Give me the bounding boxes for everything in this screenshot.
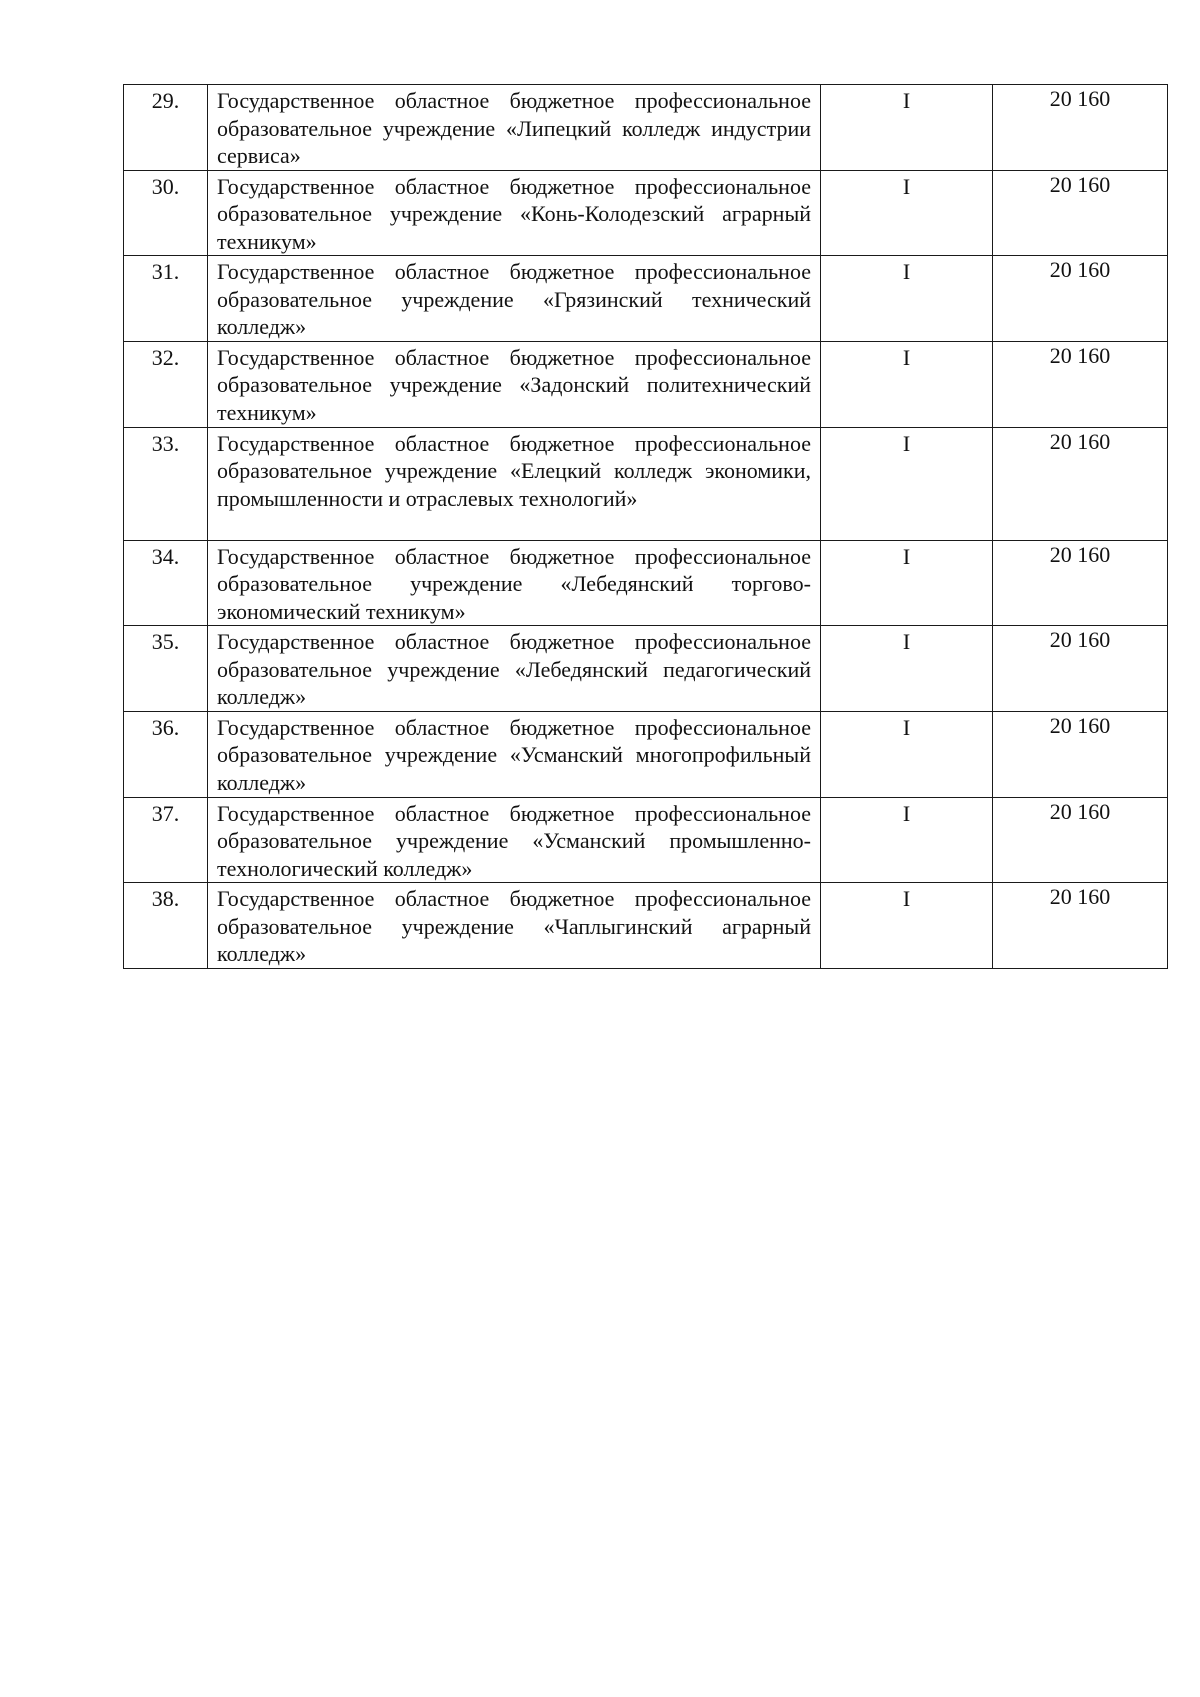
amount-cell: 20 160 [993,170,1168,256]
category-cell: I [821,797,993,883]
row-number: 31. [124,256,208,342]
institution-name: Государственное областное бюджетное профессиональное образовательное учреждение «Грязинский технический колледж» [208,256,821,342]
category-cell: I [821,540,993,626]
category-cell: I [821,85,993,171]
category-cell: I [821,711,993,797]
table-row [124,883,1168,969]
table-row [124,540,1168,626]
row-number: 33. [124,427,208,540]
table-row [124,626,1168,712]
row-number: 36. [124,711,208,797]
amount-cell: 20 160 [993,341,1168,427]
institution-name: Государственное областное бюджетное профессиональное образовательное учреждение «Усманский промышленно-технологический колледж» [208,797,821,883]
category-cell: I [821,883,993,969]
institution-name: Государственное областное бюджетное профессиональное образовательное учреждение «Лебедянский педагогический колледж» [208,626,821,712]
table-row [124,711,1168,797]
row-number: 34. [124,540,208,626]
category-cell: I [821,170,993,256]
category-cell: I [821,341,993,427]
table-row [124,170,1168,256]
amount-cell: 20 160 [993,85,1168,171]
institution-name: Государственное областное бюджетное профессиональное образовательное учреждение «Елецкий колледж экономики, промышленности и отраслевых технологий» [208,427,821,540]
amount-cell: 20 160 [993,540,1168,626]
table-row [124,427,1168,540]
table-row [124,341,1168,427]
amount-cell: 20 160 [993,797,1168,883]
category-cell: I [821,427,993,540]
row-number: 37. [124,797,208,883]
table-row [124,797,1168,883]
institution-name: Государственное областное бюджетное профессиональное образовательное учреждение «Конь-Колодезский аграрный техникум» [208,170,821,256]
row-number: 29. [124,85,208,171]
category-cell: I [821,256,993,342]
institution-name: Государственное областное бюджетное профессиональное образовательное учреждение «Чаплыгинский аграрный колледж» [208,883,821,969]
row-number: 30. [124,170,208,256]
institutions-table [123,84,1168,969]
institution-name: Государственное областное бюджетное профессиональное образовательное учреждение «Усманский многопрофильный колледж» [208,711,821,797]
table-row [124,256,1168,342]
row-number: 35. [124,626,208,712]
institution-name: Государственное областное бюджетное профессиональное образовательное учреждение «Липецкий колледж индустрии сервиса» [208,85,821,171]
row-number: 32. [124,341,208,427]
table-row [124,85,1168,171]
amount-cell: 20 160 [993,883,1168,969]
institution-name: Государственное областное бюджетное профессиональное образовательное учреждение «Лебедянский торгово-экономический техникум» [208,540,821,626]
amount-cell: 20 160 [993,427,1168,540]
row-number: 38. [124,883,208,969]
institution-name: Государственное областное бюджетное профессиональное образовательное учреждение «Задонский политехнический техникум» [208,341,821,427]
amount-cell: 20 160 [993,626,1168,712]
category-cell: I [821,626,993,712]
amount-cell: 20 160 [993,256,1168,342]
amount-cell: 20 160 [993,711,1168,797]
